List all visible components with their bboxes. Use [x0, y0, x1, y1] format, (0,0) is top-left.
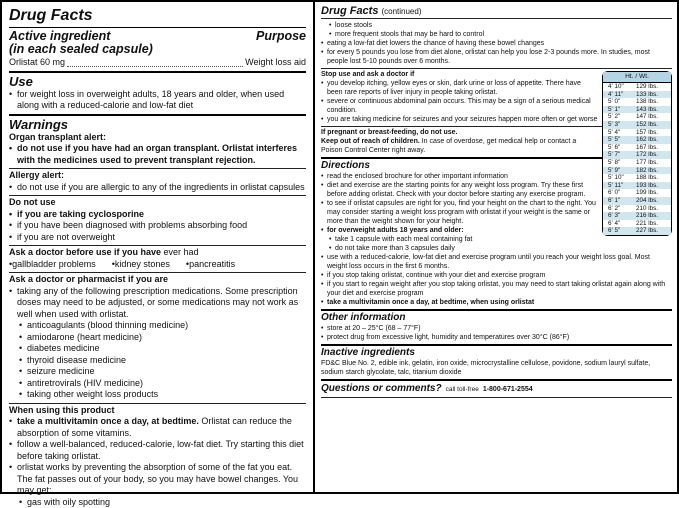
chart-row	[603, 121, 671, 129]
subsection-do-not-use	[9, 195, 306, 243]
bullet-item: • do not take more than 3 capsules daily	[329, 244, 672, 253]
bullet-icon: •	[321, 253, 327, 271]
bottom-divider	[321, 397, 672, 398]
height-weight-chart-body	[603, 83, 671, 235]
weight-value: 152 lbs.	[631, 121, 671, 129]
height-value: 5' 0"	[603, 98, 631, 106]
bullet-icon: •	[329, 244, 335, 253]
do-not-use-heading: Do not use	[9, 197, 306, 209]
weight-value: 167 lbs.	[631, 144, 671, 152]
left-panel	[2, 2, 315, 492]
chart-row	[603, 220, 671, 228]
chart-row	[603, 212, 671, 220]
bullet-icon: •	[9, 209, 17, 221]
weight-value: 193 lbs.	[631, 182, 671, 190]
bullet-icon: •	[9, 89, 17, 112]
bullet-item: • for every 5 pounds you lose from diet alone, orlistat can help you lose 2-3 pounds more. In studies, most people lost 5-10 pounds over 6 months.	[321, 48, 672, 66]
bullet-icon: •	[321, 199, 327, 226]
bullet-icon: •	[321, 172, 327, 181]
other-information-heading: Other information	[321, 312, 672, 324]
inactive-ingredients-list: FD&C Blue No. 2, edible ink, gelatin, iron oxide, microcrystalline cellulose, povidone, sodium lauryl sulfate, sodium starch glycolate, talc, titanium dioxide	[321, 359, 672, 377]
bullet-icon: •	[186, 259, 189, 271]
chart-row	[603, 144, 671, 152]
bullet-item: • do not use if you are allergic to any of the ingredients in orlistat capsules	[9, 182, 306, 194]
height-value: 6' 5"	[603, 227, 631, 235]
section-warnings	[9, 114, 306, 508]
ingredient-name: Orlistat 60 mg	[9, 57, 65, 69]
subsection-allergy-alert	[9, 168, 306, 193]
height-value: 5' 7"	[603, 151, 631, 159]
section-bowel-changes	[321, 21, 672, 66]
bullet-item: • take a multivitamin once a day, at bedtime. Orlistat can reduce the absorption of some vitamins.	[9, 416, 306, 439]
bullet-icon: •	[9, 462, 17, 497]
stop-use-heading: Stop use and ask a doctor if	[321, 70, 672, 79]
bullet-item: • for weight loss in overweight adults, 18 years and older, when used along with a reduced-calorie and low-fat diet	[9, 89, 306, 112]
weight-value: 147 lbs.	[631, 113, 671, 121]
subsection-when-using	[9, 403, 306, 508]
chart-row	[603, 197, 671, 205]
bullet-item: • diabetes medicine	[19, 343, 306, 355]
bullet-icon: •	[9, 286, 17, 321]
bullet-icon: •	[321, 39, 327, 48]
active-ingredient-subheading: (in each sealed capsule)	[9, 43, 306, 56]
bullet-icon: •	[321, 324, 327, 333]
height-value: 6' 1"	[603, 197, 631, 205]
bullet-item: • do not use if you have had an organ transplant. Orlistat interferes with the medicines used to prevent transplant rejection.	[9, 143, 306, 166]
section-stop-use	[321, 68, 672, 124]
bullet-item: • thyroid disease medicine	[19, 355, 306, 367]
bullet-icon: •	[9, 439, 17, 462]
bullet-item: • to see if orlistat capsules are right for you, find your height on the chart to the right. You may consider starting a weight loss program with orlistat if your weight is the same or more than the weight shown for your height.	[321, 199, 598, 226]
organ-alert-heading: Organ transplant alert:	[9, 132, 306, 144]
bullet-item: • diet and exercise are the starting points for any weight loss program. Try these first before adding orlistat. Check with your doctor before starting any exercise program.	[321, 181, 598, 199]
bullet-item: • anticoagulants (blood thinning medicine)	[19, 320, 306, 332]
bullet-icon: •	[9, 143, 17, 166]
weight-value: 199 lbs.	[631, 189, 671, 197]
bullet-item: • orlistat works by preventing the absorption of some of the fat you eat. The fat passes out of your body, so you may have bowel changes. You may get:	[9, 462, 306, 497]
page-title: Drug Facts	[9, 6, 306, 28]
weight-value: 177 lbs.	[631, 159, 671, 167]
bullet-icon: •	[9, 182, 17, 194]
weight-value: 210 lbs.	[631, 205, 671, 213]
warnings-heading: Warnings	[9, 117, 306, 132]
allergy-alert-heading: Allergy alert:	[9, 170, 306, 182]
weight-value: 138 lbs.	[631, 98, 671, 106]
chart-row	[603, 205, 671, 213]
height-value: 5' 1"	[603, 106, 631, 114]
chart-row	[603, 113, 671, 121]
bullet-icon: •	[321, 333, 327, 342]
height-value: 5' 4"	[603, 129, 631, 137]
ask-pharmacist-heading: Ask a doctor or pharmacist if you are	[9, 274, 306, 286]
chart-row	[603, 167, 671, 175]
bullet-item: • taking any of the following prescription medications. Some prescription doses may need to be adjusted, or some medications may not work as well when used with orlistat.	[9, 286, 306, 321]
bullet-item: • gas with oily spotting	[19, 497, 306, 508]
chart-header: Ht. / Wt.	[603, 72, 671, 83]
right-panel	[315, 2, 677, 492]
weight-value: 143 lbs.	[631, 106, 671, 114]
chart-row	[603, 182, 671, 190]
height-weight-chart	[602, 71, 672, 236]
bullet-item: • follow a well-balanced, reduced-calorie, low-fat diet. Try starting this diet before taking orlistat.	[9, 439, 306, 462]
weight-value: 204 lbs.	[631, 197, 671, 205]
weight-value: 157 lbs.	[631, 129, 671, 137]
height-value: 5' 2"	[603, 113, 631, 121]
section-inactive-ingredients	[321, 344, 672, 377]
bullet-item: • taking other weight loss products	[19, 389, 306, 401]
height-value: 4' 10"	[603, 83, 631, 91]
chart-row	[603, 106, 671, 114]
bullet-item: • protect drug from excessive light, humidity and temperatures over 30°C (86°F)	[321, 333, 672, 342]
chart-row	[603, 91, 671, 99]
bullet-item: • if you are not overweight	[9, 232, 306, 244]
height-value: 5' 8"	[603, 159, 631, 167]
bullet-icon: •	[112, 259, 115, 271]
height-value: 5' 6"	[603, 144, 631, 152]
bullet-item: • if you have been diagnosed with problems absorbing food	[9, 220, 306, 232]
bullet-item: • antiretrovirals (HIV medicine)	[19, 378, 306, 390]
bullet-item: • if you stop taking orlistat, continue with your diet and exercise program	[321, 271, 672, 280]
weight-value: 162 lbs.	[631, 136, 671, 144]
bullet-item: • take a multivitamin once a day, at bedtime, when using orlistat	[321, 298, 672, 307]
chart-row	[603, 227, 671, 235]
section-active-ingredient	[9, 30, 306, 69]
use-heading: Use	[9, 74, 306, 89]
bullet-item: • gallbladder problems	[9, 259, 96, 271]
bullet-icon: •	[19, 389, 27, 401]
continued-title: Drug Facts (continued)	[321, 6, 672, 19]
bullet-icon: •	[321, 271, 327, 280]
weight-value: 221 lbs.	[631, 220, 671, 228]
chart-row	[603, 136, 671, 144]
keep-out-of-reach: Keep out of reach of children. In case of overdose, get medical help or contact a Poison Control Center right away.	[321, 137, 672, 155]
height-value: 6' 0"	[603, 189, 631, 197]
bullet-item: • seizure medicine	[19, 366, 306, 378]
bullet-icon: •	[19, 355, 27, 367]
chart-row	[603, 151, 671, 159]
bullet-icon: •	[9, 220, 17, 232]
ask-doctor-heading: Ask a doctor before use if you have ever had	[9, 247, 306, 259]
ingredient-purpose: Weight loss aid	[245, 57, 306, 69]
weight-value: 129 lbs.	[631, 83, 671, 91]
active-ingredient-heading: Active ingredient	[9, 30, 110, 43]
bullet-item: • eating a low-fat diet lowers the chance of having these bowel changes	[321, 39, 672, 48]
bullet-icon: •	[9, 259, 12, 271]
bullet-item: • amiodarone (heart medicine)	[19, 332, 306, 344]
inactive-ingredients-heading: Inactive ingredients	[321, 347, 672, 359]
height-value: 6' 4"	[603, 220, 631, 228]
chart-row	[603, 189, 671, 197]
bullet-item: • if you are taking cyclosporine	[9, 209, 306, 221]
chart-row	[603, 174, 671, 182]
bullet-icon: •	[321, 181, 327, 199]
bullet-item: • loose stools	[329, 21, 672, 30]
section-other-information	[321, 309, 672, 342]
subsection-ask-pharmacist	[9, 272, 306, 401]
subsection-ask-doctor	[9, 245, 306, 270]
bullet-icon: •	[321, 48, 327, 66]
bullet-item: • if you start to regain weight after you stop taking orlistat, you may need to start taking orlistat again along with your diet and exercise program	[321, 280, 672, 298]
bullet-icon: •	[19, 320, 27, 332]
chart-row	[603, 83, 671, 91]
dot-leader	[67, 66, 243, 67]
bullet-icon: •	[19, 332, 27, 344]
height-value: 5' 11"	[603, 182, 631, 190]
bullet-item: • for overweight adults 18 years and older:	[321, 226, 598, 235]
subsection-organ-transplant-alert	[9, 132, 306, 167]
bullet-item: • pancreatitis	[186, 259, 235, 271]
bullet-item: • more frequent stools that may be hard to control	[329, 30, 672, 39]
height-value: 6' 3"	[603, 212, 631, 220]
bullet-item: • kidney stones	[112, 259, 170, 271]
bullet-icon: •	[9, 416, 17, 439]
bullet-item: • use with a reduced-calorie, low-fat diet and exercise program until you reach your weight loss goal. Most weight loss occurs in the first 6 months.	[321, 253, 672, 271]
bullet-icon: •	[9, 232, 17, 244]
bullet-icon: •	[321, 97, 327, 115]
section-use	[9, 71, 306, 112]
call-toll-free-label: call toll-free	[446, 385, 479, 394]
bullet-icon: •	[329, 21, 335, 30]
bullet-icon: •	[321, 115, 327, 124]
pregnancy-warning: If pregnant or breast-feeding, do not use.	[321, 128, 672, 137]
chart-row	[603, 98, 671, 106]
bullet-icon: •	[19, 378, 27, 390]
phone-number: 1-800-671-2554	[483, 385, 533, 394]
height-value: 5' 3"	[603, 121, 631, 129]
bullet-icon: •	[19, 366, 27, 378]
directions-heading: Directions	[321, 160, 672, 172]
bullet-item: • take 1 capsule with each meal containing fat	[329, 235, 598, 244]
bullet-item: • read the enclosed brochure for other important information	[321, 172, 598, 181]
chart-row	[603, 129, 671, 137]
height-value: 5' 10"	[603, 174, 631, 182]
weight-value: 188 lbs.	[631, 174, 671, 182]
bullet-icon: •	[19, 343, 27, 355]
bullet-item: • severe or continuous abdominal pain occurs. This may be a sign of a serious medical condition.	[321, 97, 598, 115]
bullet-item: • store at 20 – 25°C (68 – 77°F)	[321, 324, 672, 333]
when-using-heading: When using this product	[9, 405, 306, 417]
bullet-icon: •	[321, 79, 327, 97]
bullet-icon: •	[321, 226, 327, 235]
height-value: 5' 5"	[603, 136, 631, 144]
weight-value: 133 lbs.	[631, 91, 671, 99]
height-value: 6' 2"	[603, 205, 631, 213]
questions-heading: Questions or comments?	[321, 383, 442, 395]
purpose-heading: Purpose	[256, 30, 306, 43]
bullet-icon: •	[19, 497, 27, 508]
bullet-item: • you develop itching, yellow eyes or skin, dark urine or loss of appetite. There have been rare reports of liver injury in people taking orlistat.	[321, 79, 598, 97]
bullet-icon: •	[329, 30, 335, 39]
bullet-icon: •	[321, 280, 327, 298]
weight-value: 216 lbs.	[631, 212, 671, 220]
weight-value: 182 lbs.	[631, 167, 671, 175]
weight-value: 227 lbs.	[631, 227, 671, 235]
bullet-item: • you are taking medicine for seizures and your seizures happen more often or get worse	[321, 115, 598, 124]
height-value: 5' 9"	[603, 167, 631, 175]
bullet-icon: •	[329, 235, 335, 244]
section-questions	[321, 379, 672, 397]
bullet-icon: •	[321, 298, 327, 307]
chart-row	[603, 159, 671, 167]
height-value: 4' 11"	[603, 91, 631, 99]
weight-value: 172 lbs.	[631, 151, 671, 159]
